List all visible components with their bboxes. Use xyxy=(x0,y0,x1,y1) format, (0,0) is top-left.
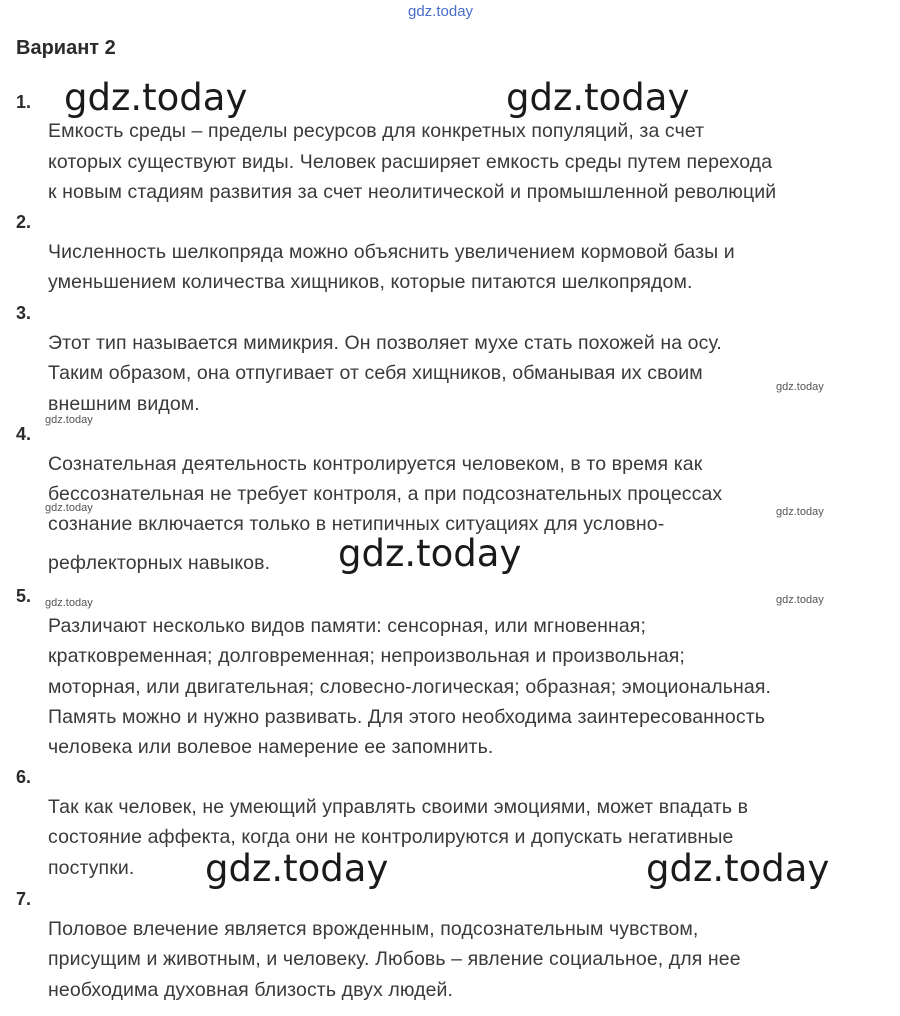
watermark-large: gdz.today xyxy=(506,76,690,119)
answer-3-line-3: внешним видом. xyxy=(48,393,200,415)
watermark-large: gdz.today xyxy=(205,847,389,890)
watermark-small: gdz.today xyxy=(45,414,93,426)
answer-5-line-5: человека или волевое намерение ее запомнить. xyxy=(48,736,494,758)
answer-2-line-2: уменьшением количества хищников, которые питаются шелкопрядом. xyxy=(48,271,693,293)
answer-1-line-1: Емкость среды – пределы ресурсов для конкретных популяций, за счет xyxy=(48,120,705,142)
answer-2-line-1: Численность шелкопряда можно объяснить увеличением кормовой базы и xyxy=(48,241,735,263)
watermark-top: gdz.today xyxy=(408,3,474,20)
answer-7-line-1: Половое влечение является врожденным, подсознательным чувством, xyxy=(48,918,699,940)
answer-5-line-3: моторная, или двигательная; словесно-логическая; образная; эмоциональная. xyxy=(48,676,772,698)
answer-4-line-2: бессознательная не требует контроля, а при подсознательных процессах xyxy=(48,483,723,505)
watermark-small: gdz.today xyxy=(776,381,824,393)
watermark-large: gdz.today xyxy=(64,76,248,119)
watermark-large: gdz.today xyxy=(338,532,522,575)
watermark-small: gdz.today xyxy=(45,597,93,609)
watermark-large: gdz.today xyxy=(646,847,830,890)
answer-6-line-3: поступки. xyxy=(48,857,135,879)
watermark-small: gdz.today xyxy=(776,594,824,606)
answer-5-line-2: кратковременная; долговременная; непроизвольная и произвольная; xyxy=(48,645,685,667)
answer-6-number: 6. xyxy=(16,767,32,787)
answer-7-line-3: необходима духовная близость двух людей. xyxy=(48,979,454,1001)
answer-6-line-1: Так как человек, не умеющий управлять своими эмоциями, может впадать в xyxy=(48,796,749,818)
answer-4-line-3: сознание включается только в нетипичных ситуациях для условно- xyxy=(48,513,665,535)
answer-3-line-1: Этот тип называется мимикрия. Он позволяет мухе стать похожей на осу. xyxy=(48,332,722,354)
answer-5-line-4: Память можно и нужно развивать. Для этого необходима заинтересованность xyxy=(48,706,765,728)
answer-6-line-2: состояние аффекта, когда они не контролируются и допускать негативные xyxy=(48,826,734,848)
answer-1-number: 1. xyxy=(16,92,32,112)
answer-4-number: 4. xyxy=(16,424,32,444)
answer-5-line-1: Различают несколько видов памяти: сенсорная, или мгновенная; xyxy=(48,615,646,637)
answer-4-line-4: рефлекторных навыков. xyxy=(48,552,271,574)
answer-7-line-2: присущим и животным, и человеку. Любовь – явление социальное, для нее xyxy=(48,948,741,970)
answer-1-line-2: которых существуют виды. Человек расширяет емкость среды путем перехода xyxy=(48,151,773,173)
answer-3-number: 3. xyxy=(16,303,32,323)
watermark-small: gdz.today xyxy=(45,502,93,514)
answer-5-number: 5. xyxy=(16,586,32,606)
page-title: Вариант 2 xyxy=(16,37,116,59)
answer-4-line-1: Сознательная деятельность контролируется человеком, в то время как xyxy=(48,453,703,475)
answer-1-line-3: к новым стадиям развития за счет неолитической и промышленной революций xyxy=(48,181,777,203)
watermark-small: gdz.today xyxy=(776,506,824,518)
answer-3-line-2: Таким образом, она отпугивает от себя хищников, обманывая их своим xyxy=(48,362,703,384)
answer-7-number: 7. xyxy=(16,889,32,909)
answer-2-number: 2. xyxy=(16,212,32,232)
